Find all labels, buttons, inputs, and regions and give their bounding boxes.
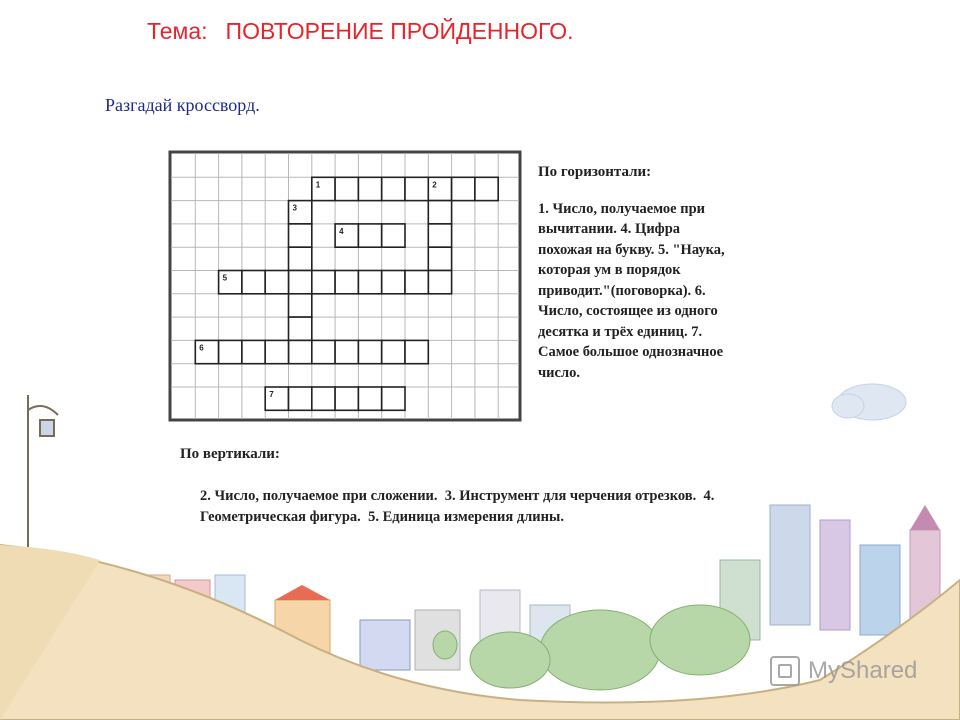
task-subtitle: Разгадай кроссворд. xyxy=(105,95,260,115)
crossword-cell[interactable] xyxy=(265,340,288,363)
crossword-cell[interactable] xyxy=(452,177,475,200)
crossword-cell[interactable] xyxy=(428,201,451,224)
crossword-cell[interactable] xyxy=(358,271,381,294)
clue-number: 5. xyxy=(657,241,669,258)
watermark-text: MyShared xyxy=(808,657,918,684)
title-text: ПОВТОРЕНИЕ ПРОЙДЕННОГО. xyxy=(225,18,574,44)
myshared-logo-icon xyxy=(770,656,800,686)
crossword-cell[interactable] xyxy=(312,340,335,363)
crossword-cell[interactable] xyxy=(475,177,498,200)
crossword-cell[interactable] xyxy=(335,340,358,363)
clue-text: Геометрическая фигура. xyxy=(200,508,361,525)
crossword-cell[interactable] xyxy=(428,271,451,294)
title-label: Тема: xyxy=(147,18,208,44)
crossword-cell[interactable] xyxy=(312,271,335,294)
down-clue-5 xyxy=(368,509,564,525)
across-heading: По горизонтали: xyxy=(538,164,652,180)
clue-number: 3. xyxy=(444,488,456,504)
crossword-cell[interactable] xyxy=(382,177,405,200)
crossword-cell[interactable] xyxy=(219,340,242,363)
crossword-cell[interactable] xyxy=(289,387,312,410)
cell-number: 3 xyxy=(292,203,297,213)
cloud-icon xyxy=(832,384,906,420)
clue-number: 1. xyxy=(538,200,549,217)
clue-text: Самое большое однозначное число. xyxy=(538,344,724,381)
clue-text: Цифра похожая на букву. xyxy=(538,221,681,258)
crossword-cell[interactable] xyxy=(289,224,312,247)
crossword-cell[interactable] xyxy=(289,294,312,317)
crossword-cell[interactable] xyxy=(428,224,451,247)
crossword-grid xyxy=(168,150,522,422)
clue-number: 4. xyxy=(703,488,715,504)
clue-text: Единица измерения длины. xyxy=(382,508,564,525)
crossword-cell[interactable] xyxy=(405,177,428,200)
crossword-cell[interactable] xyxy=(289,317,312,340)
crossword-cell[interactable] xyxy=(382,271,405,294)
clue-number: 6. xyxy=(694,282,706,299)
cell-number: 7 xyxy=(269,390,274,399)
crossword-cell[interactable] xyxy=(405,340,428,363)
crossword-cell[interactable] xyxy=(405,271,428,294)
cell-number: 2 xyxy=(432,180,437,190)
crossword-cell[interactable] xyxy=(335,387,358,410)
down-clue-2 xyxy=(200,488,438,504)
crossword-cell[interactable] xyxy=(358,340,381,363)
crossword-cell[interactable] xyxy=(358,224,381,247)
crossword-cell[interactable] xyxy=(382,387,405,410)
clue-number: 2. xyxy=(200,488,211,504)
crossword-cell[interactable] xyxy=(265,271,288,294)
crossword-cell[interactable] xyxy=(335,177,358,200)
crossword-cell[interactable] xyxy=(358,177,381,200)
crossword-cell[interactable] xyxy=(242,340,265,363)
crossword-cell[interactable] xyxy=(289,340,312,363)
clue-number: 7. xyxy=(691,323,703,340)
page-title xyxy=(147,18,574,45)
cell-number: 5 xyxy=(222,273,228,283)
clue-number: 4. xyxy=(620,221,632,237)
down-clue-3 xyxy=(445,488,696,504)
clue-text: "Наука, которая ум в порядок приводит."(поговорка). xyxy=(538,241,725,299)
crossword-cell[interactable] xyxy=(312,387,335,410)
crossword-cell[interactable] xyxy=(289,247,312,270)
crossword-cell[interactable] xyxy=(289,271,312,294)
crossword-cell[interactable] xyxy=(428,247,451,270)
cell-number: 4 xyxy=(339,226,344,236)
across-clues xyxy=(538,162,738,383)
crossword-cell[interactable] xyxy=(358,387,381,410)
buildings-right-icon xyxy=(720,505,940,640)
down-heading: По вертикали: xyxy=(180,446,280,462)
myshared-watermark xyxy=(770,656,917,686)
crossword-cell[interactable] xyxy=(382,340,405,363)
clue-text: Число, получаемое при сложении. xyxy=(214,488,438,504)
crossword-cell[interactable] xyxy=(382,224,405,247)
cell-number: 1 xyxy=(315,180,321,190)
crossword-cell[interactable] xyxy=(242,271,265,294)
clue-number: 5. xyxy=(368,508,379,525)
cell-number: 6 xyxy=(199,343,204,353)
clue-text: Число, получаемое при вычитании. xyxy=(538,200,705,237)
crossword-cell[interactable] xyxy=(335,271,358,294)
clue-text: Число, состоящее из одного десятка и трёх единиц. xyxy=(538,303,718,340)
down-clues xyxy=(200,486,720,527)
clue-text: Инструмент для черчения отрезков. xyxy=(459,488,697,504)
